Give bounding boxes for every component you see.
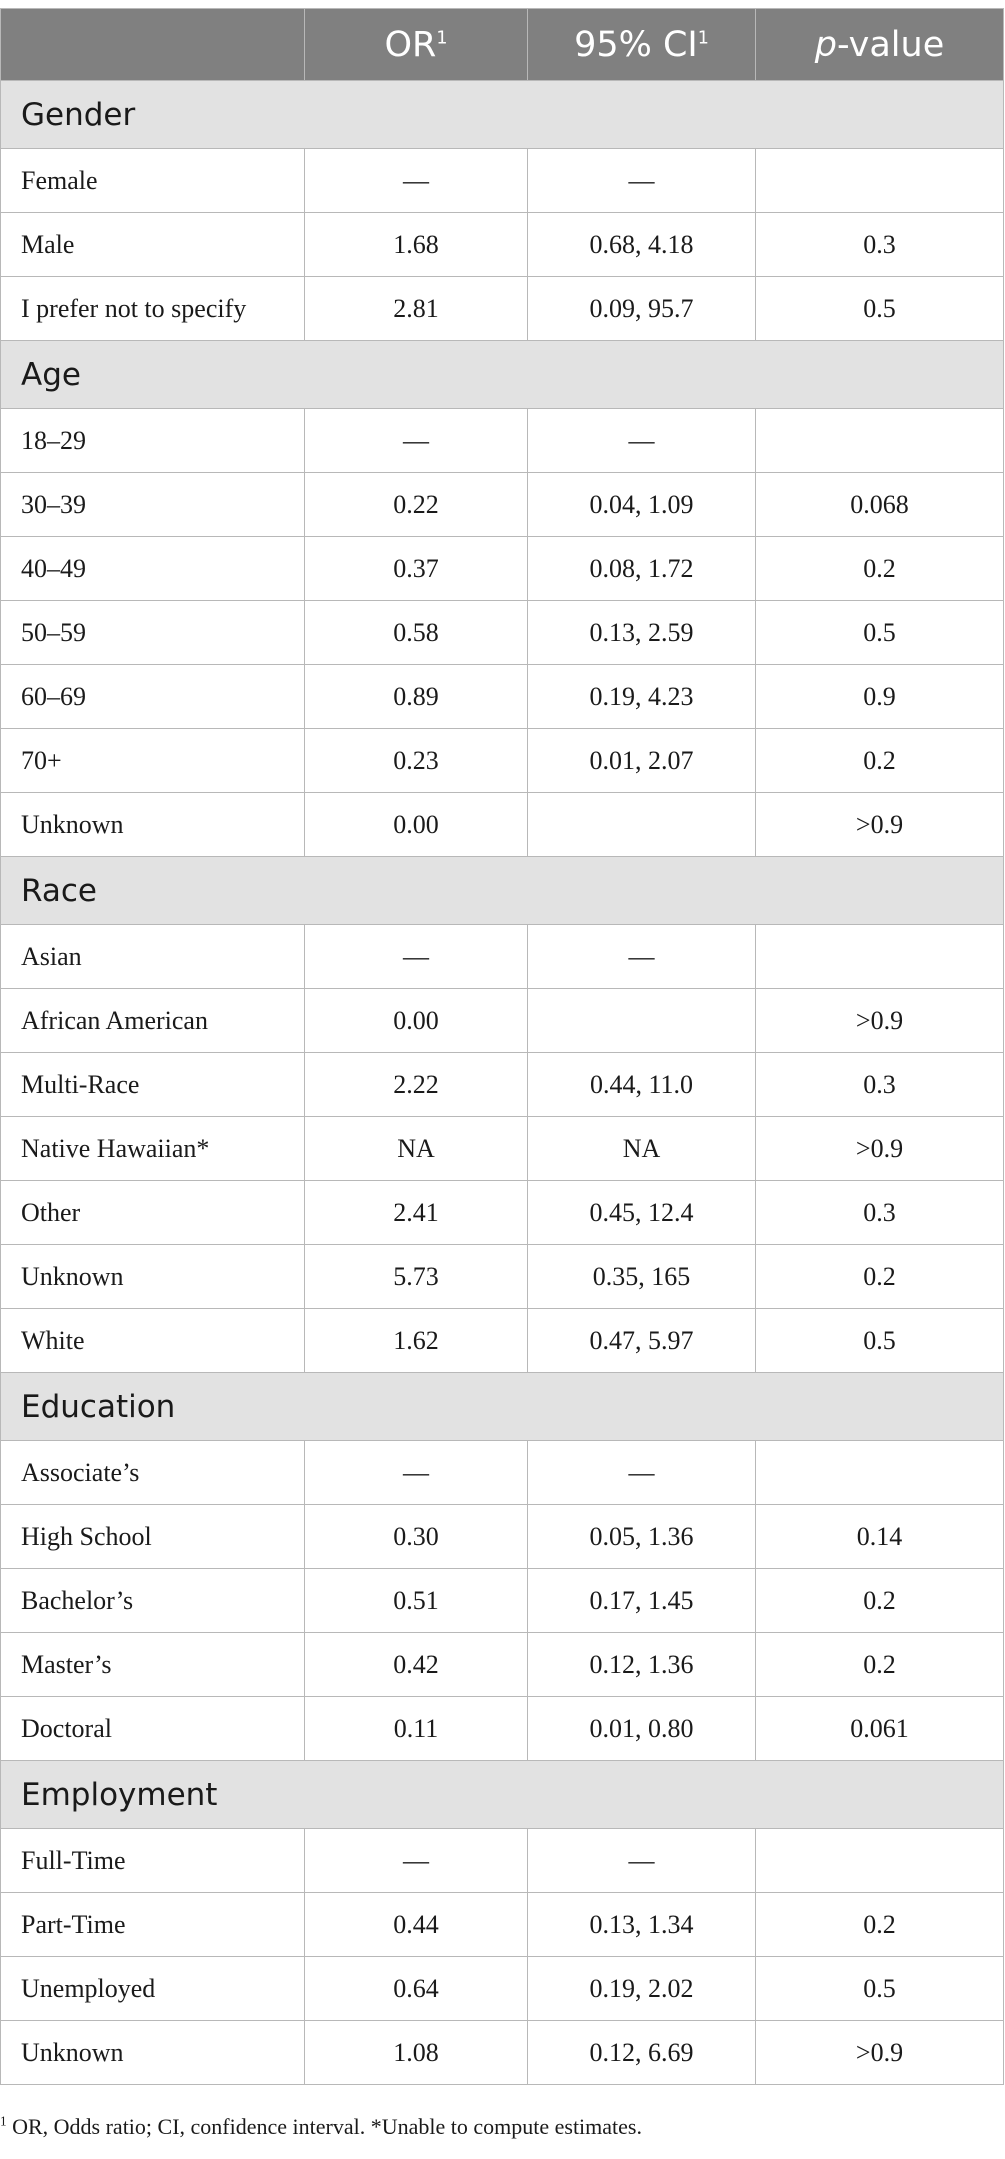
p-value: 0.5 — [756, 1309, 1004, 1373]
row-label: 60–69 — [1, 665, 305, 729]
header-p-rest: -value — [836, 24, 945, 65]
table-row — [1, 1505, 1004, 1569]
confidence-interval-value: 0.13, 1.34 — [528, 1893, 756, 1957]
row-label: Unemployed — [1, 1957, 305, 2021]
table-row — [1, 1893, 1004, 1957]
table-row — [1, 1117, 1004, 1181]
section-title: Education — [1, 1373, 1004, 1441]
section-header-row — [1, 857, 1004, 925]
table-row — [1, 213, 1004, 277]
section-header-row — [1, 81, 1004, 149]
table-row — [1, 277, 1004, 341]
row-label: 18–29 — [1, 409, 305, 473]
row-label: 50–59 — [1, 601, 305, 665]
p-value: 0.3 — [756, 1181, 1004, 1245]
section-header-row — [1, 1373, 1004, 1441]
row-label: Native Hawaiian* — [1, 1117, 305, 1181]
confidence-interval-value: — — [528, 1829, 756, 1893]
odds-ratio-value: 0.42 — [305, 1633, 528, 1697]
header-p-value — [756, 9, 1004, 81]
odds-ratio-value: 0.37 — [305, 537, 528, 601]
table-footnote — [0, 2114, 1003, 2140]
confidence-interval-value: 0.35, 165 — [528, 1245, 756, 1309]
table-row — [1, 989, 1004, 1053]
section-title: Race — [1, 857, 1004, 925]
p-value: 0.9 — [756, 665, 1004, 729]
confidence-interval-value: — — [528, 925, 756, 989]
p-value — [756, 1829, 1004, 1893]
p-value: 0.068 — [756, 473, 1004, 537]
confidence-interval-value — [528, 793, 756, 857]
confidence-interval-value: 0.19, 4.23 — [528, 665, 756, 729]
row-label: African American — [1, 989, 305, 1053]
header-row — [1, 9, 1004, 81]
table-row — [1, 1245, 1004, 1309]
p-value — [756, 409, 1004, 473]
table-row — [1, 729, 1004, 793]
confidence-interval-value: 0.68, 4.18 — [528, 213, 756, 277]
table-row — [1, 793, 1004, 857]
table-row — [1, 1441, 1004, 1505]
p-value: >0.9 — [756, 2021, 1004, 2085]
table-row — [1, 1053, 1004, 1117]
p-value: 0.2 — [756, 537, 1004, 601]
confidence-interval-value: 0.13, 2.59 — [528, 601, 756, 665]
confidence-interval-value: 0.47, 5.97 — [528, 1309, 756, 1373]
row-label: Unknown — [1, 793, 305, 857]
row-label: Unknown — [1, 1245, 305, 1309]
table-row — [1, 1181, 1004, 1245]
odds-ratio-value: 0.22 — [305, 473, 528, 537]
confidence-interval-value: 0.01, 0.80 — [528, 1697, 756, 1761]
row-label: Unknown — [1, 2021, 305, 2085]
confidence-interval-value: 0.45, 12.4 — [528, 1181, 756, 1245]
row-label: I prefer not to specify — [1, 277, 305, 341]
row-label: Bachelor’s — [1, 1569, 305, 1633]
p-value: 0.061 — [756, 1697, 1004, 1761]
row-label: Full-Time — [1, 1829, 305, 1893]
header-ci-label: 95% CI — [574, 24, 698, 65]
odds-ratio-table — [0, 8, 1004, 2085]
confidence-interval-value: NA — [528, 1117, 756, 1181]
section-header-row — [1, 341, 1004, 409]
confidence-interval-value: 0.19, 2.02 — [528, 1957, 756, 2021]
odds-ratio-value: 1.68 — [305, 213, 528, 277]
table-row — [1, 1633, 1004, 1697]
odds-ratio-value: 2.22 — [305, 1053, 528, 1117]
p-value: 0.14 — [756, 1505, 1004, 1569]
confidence-interval-value: — — [528, 149, 756, 213]
row-label: Female — [1, 149, 305, 213]
p-value: 0.2 — [756, 1245, 1004, 1309]
section-title: Employment — [1, 1761, 1004, 1829]
p-value: 0.2 — [756, 1569, 1004, 1633]
confidence-interval-value — [528, 989, 756, 1053]
header-ci — [528, 9, 756, 81]
footnote-marker: 1 — [0, 2113, 7, 2129]
table-row — [1, 925, 1004, 989]
row-label: Master’s — [1, 1633, 305, 1697]
p-value: 0.5 — [756, 1957, 1004, 2021]
table-row — [1, 409, 1004, 473]
table-row — [1, 1829, 1004, 1893]
row-label: Multi-Race — [1, 1053, 305, 1117]
odds-ratio-value: 1.62 — [305, 1309, 528, 1373]
confidence-interval-value: 0.01, 2.07 — [528, 729, 756, 793]
odds-ratio-value: 0.51 — [305, 1569, 528, 1633]
odds-ratio-value: 1.08 — [305, 2021, 528, 2085]
row-label: High School — [1, 1505, 305, 1569]
confidence-interval-value: — — [528, 1441, 756, 1505]
table-row — [1, 1697, 1004, 1761]
row-label: Male — [1, 213, 305, 277]
odds-ratio-value: 0.11 — [305, 1697, 528, 1761]
header-ci-footnote-marker: 1 — [697, 27, 709, 48]
row-label: Part-Time — [1, 1893, 305, 1957]
p-value: 0.3 — [756, 1053, 1004, 1117]
section-title: Gender — [1, 81, 1004, 149]
regression-table-container — [0, 8, 1003, 2085]
odds-ratio-value: — — [305, 149, 528, 213]
p-value: 0.2 — [756, 1893, 1004, 1957]
odds-ratio-value: — — [305, 925, 528, 989]
table-body — [1, 81, 1004, 2085]
p-value: >0.9 — [756, 1117, 1004, 1181]
header-p-italic: p — [814, 24, 837, 65]
odds-ratio-value: — — [305, 1829, 528, 1893]
p-value — [756, 149, 1004, 213]
odds-ratio-value: 2.41 — [305, 1181, 528, 1245]
p-value — [756, 1441, 1004, 1505]
row-label: Associate’s — [1, 1441, 305, 1505]
p-value: >0.9 — [756, 793, 1004, 857]
p-value: 0.2 — [756, 1633, 1004, 1697]
table-row — [1, 2021, 1004, 2085]
p-value: 0.2 — [756, 729, 1004, 793]
odds-ratio-value: 0.44 — [305, 1893, 528, 1957]
confidence-interval-value: 0.08, 1.72 — [528, 537, 756, 601]
table-row — [1, 601, 1004, 665]
odds-ratio-value: 2.81 — [305, 277, 528, 341]
p-value: 0.5 — [756, 601, 1004, 665]
odds-ratio-value: 5.73 — [305, 1245, 528, 1309]
section-title: Age — [1, 341, 1004, 409]
row-label: 70+ — [1, 729, 305, 793]
table-row — [1, 537, 1004, 601]
header-or — [305, 9, 528, 81]
odds-ratio-value: 0.89 — [305, 665, 528, 729]
row-label: 30–39 — [1, 473, 305, 537]
row-label: 40–49 — [1, 537, 305, 601]
p-value: 0.5 — [756, 277, 1004, 341]
odds-ratio-value: 0.58 — [305, 601, 528, 665]
row-label: Other — [1, 1181, 305, 1245]
row-label: Doctoral — [1, 1697, 305, 1761]
header-or-footnote-marker: 1 — [436, 27, 448, 48]
table-row — [1, 1309, 1004, 1373]
confidence-interval-value: — — [528, 409, 756, 473]
odds-ratio-value: — — [305, 1441, 528, 1505]
section-header-row — [1, 1761, 1004, 1829]
odds-ratio-value: 0.23 — [305, 729, 528, 793]
table-row — [1, 1957, 1004, 2021]
table-row — [1, 665, 1004, 729]
row-label: White — [1, 1309, 305, 1373]
table-row — [1, 149, 1004, 213]
confidence-interval-value: 0.12, 6.69 — [528, 2021, 756, 2085]
confidence-interval-value: 0.44, 11.0 — [528, 1053, 756, 1117]
table-row — [1, 1569, 1004, 1633]
p-value: >0.9 — [756, 989, 1004, 1053]
odds-ratio-value: — — [305, 409, 528, 473]
table-row — [1, 473, 1004, 537]
header-or-label: OR — [384, 24, 437, 65]
odds-ratio-value: 0.30 — [305, 1505, 528, 1569]
odds-ratio-value: 0.64 — [305, 1957, 528, 2021]
p-value: 0.3 — [756, 213, 1004, 277]
confidence-interval-value: 0.05, 1.36 — [528, 1505, 756, 1569]
confidence-interval-value: 0.09, 95.7 — [528, 277, 756, 341]
confidence-interval-value: 0.04, 1.09 — [528, 473, 756, 537]
odds-ratio-value: 0.00 — [305, 793, 528, 857]
table-header — [1, 9, 1004, 81]
confidence-interval-value: 0.17, 1.45 — [528, 1569, 756, 1633]
footnote-text: OR, Odds ratio; CI, confidence interval. *Unable to compute estimates. — [6, 2114, 642, 2139]
row-label: Asian — [1, 925, 305, 989]
p-value — [756, 925, 1004, 989]
odds-ratio-value: 0.00 — [305, 989, 528, 1053]
confidence-interval-value: 0.12, 1.36 — [528, 1633, 756, 1697]
header-characteristic — [1, 9, 305, 81]
odds-ratio-value: NA — [305, 1117, 528, 1181]
